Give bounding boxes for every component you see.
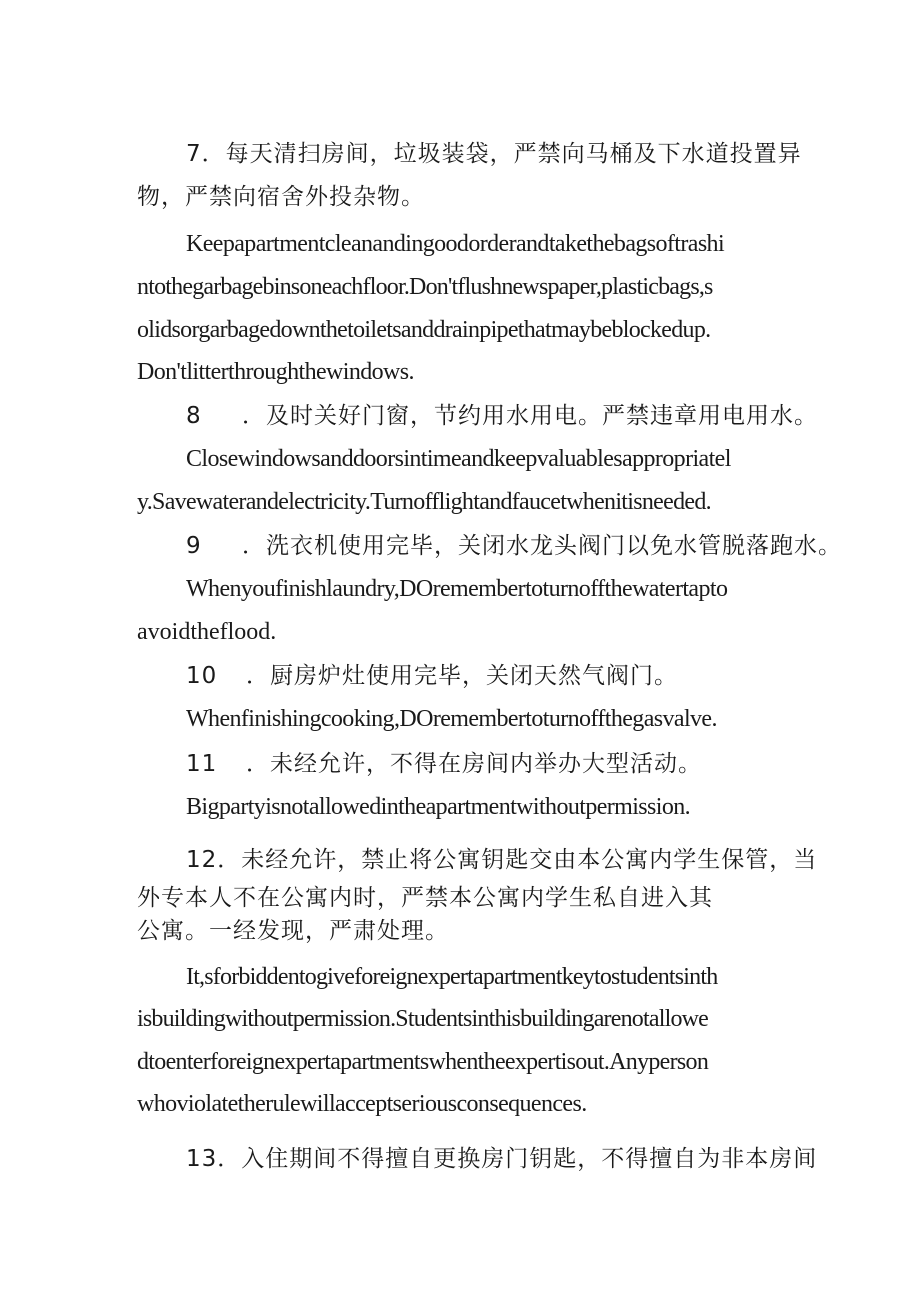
item-11-en-line-1: Bigpartyisnotallowedintheapartmentwithoutpermission.	[186, 794, 691, 820]
item-7-zh-line-2: 物，严禁向宿舍外投杂物。	[137, 184, 425, 210]
item-7-en-line-3: olidsorgarbagedownthetoiletsanddrainpipethatmaybeblockedup.	[137, 317, 711, 343]
item-7-en-line-1: Keepapartmentcleanandingoodorderandtakethebagsoftrashi	[186, 231, 725, 257]
item-12-zh-text-1: ．未经允许，禁止将公寓钥匙交由本公寓内学生保管，当	[217, 847, 818, 873]
item-7-number: 7	[186, 141, 202, 167]
item-8-zh-text-1: ．及时关好门窗，节约用水用电。严禁违章用电用水。	[242, 403, 818, 429]
item-8-en-line-2: y.Savewaterandelectricity.Turnofflightandfaucetwhenitisneeded.	[137, 489, 711, 515]
item-12-en-line-1: It,sforbiddentogiveforeignexpertapartmentkeytostudentsinth	[186, 964, 718, 990]
item-9-zh-line-1	[186, 531, 842, 561]
item-8-en-line-1: Closewindowsanddoorsintimeandkeepvaluablesappropriatel	[186, 446, 731, 472]
item-12-en-line-4: whoviolatetherulewillacceptseriousconsequences.	[137, 1091, 587, 1117]
item-12-zh-line-3: 公寓。一经发现，严肃处理。	[137, 918, 449, 944]
item-7-en-line-4: Don'tlitterthroughthewindows.	[137, 359, 414, 385]
item-9-zh-text-1: ．洗衣机使用完毕，关闭水龙头阀门以免水管脱落跑水。	[242, 533, 842, 559]
item-12-number: 12	[186, 847, 218, 873]
item-7-en-line-2: ntothegarbagebinsoneachfloor.Don'tflushnewspaper,plasticbags,s	[137, 274, 713, 300]
item-13-number: 13	[186, 1146, 218, 1172]
item-11-zh-line-1	[186, 749, 702, 779]
item-12-zh-line-2: 外专本人不在公寓内时，严禁本公寓内学生私自进入其	[137, 885, 713, 911]
item-12-en-line-3: dtoenterforeignexpertapartmentswhentheexpertisout.Anyperson	[137, 1049, 709, 1075]
item-7-zh-text-1: ．每天清扫房间，垃圾装袋，严禁向马桶及下水道投置异	[201, 141, 802, 167]
item-9-en-line-1: Whenyoufinishlaundry,DOremembertoturnoffthewatertapto	[186, 576, 728, 602]
item-8-number: 8	[186, 403, 202, 429]
item-10-zh-text-1: ．厨房炉灶使用完毕，关闭天然气阀门。	[246, 663, 678, 689]
item-11-number: 11	[186, 751, 218, 777]
item-8-zh-line-1	[186, 401, 818, 431]
item-12-zh-line-1	[186, 845, 817, 875]
item-12-en-line-2: isbuildingwithoutpermission.Studentsinthisbuildingarenotallowe	[137, 1006, 709, 1032]
item-7-zh-line-1	[186, 139, 802, 169]
item-13-zh-text-1: ．入住期间不得擅自更换房门钥匙，不得擅自为非本房间	[217, 1146, 818, 1172]
item-11-zh-text-1: ．未经允许，不得在房间内举办大型活动。	[246, 751, 702, 777]
item-10-en-line-1: Whenfinishingcooking,DOremembertoturnoffthegasvalve.	[186, 706, 717, 732]
item-9-number: 9	[186, 533, 202, 559]
item-10-zh-line-1	[186, 661, 678, 691]
item-9-en-line-2: avoidtheflood.	[137, 619, 277, 645]
item-13-zh-line-1	[186, 1144, 817, 1174]
item-10-number: 10	[186, 663, 218, 689]
